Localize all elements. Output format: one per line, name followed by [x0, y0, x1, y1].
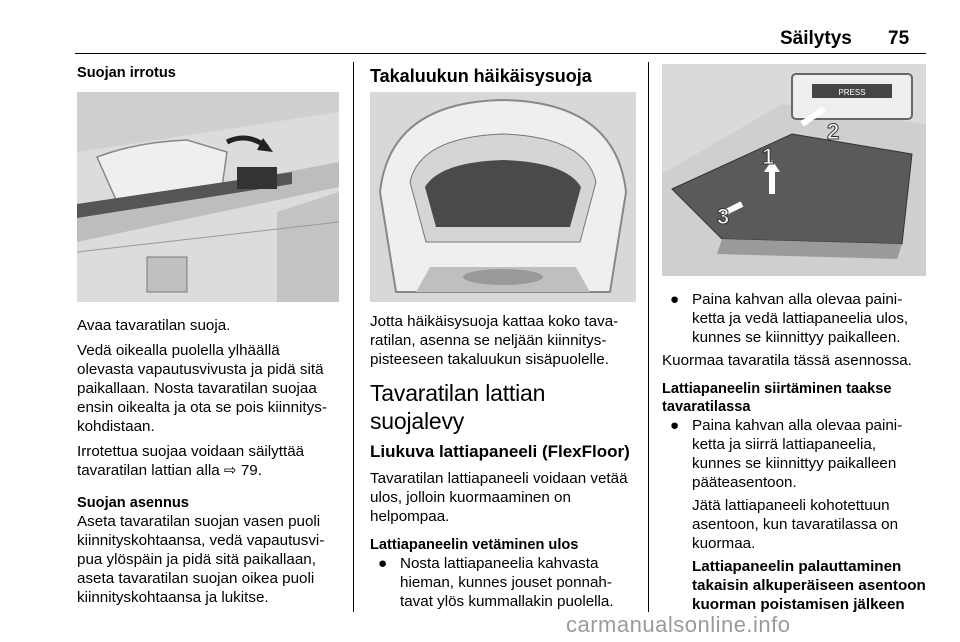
paragraph: Irrotettua suojaa voidaan säilyttää tavaratilan lattian alla ⇨ 79.: [77, 443, 305, 479]
paragraph: Aseta tavaratilan suojan vasen puoli kiinnityskohtaansa, vedä vapautusvipua ylöspäin ja pidä sitä paikallaan, aseta tavaratilan suojan oikea puoli kiinnityskohtaansa ja lukitse.: [77, 513, 325, 606]
section-heading-cover-install: Suojan asennus: [77, 495, 189, 511]
list-item: [370, 554, 636, 611]
section-heading-pull-out: Lattiapaneelin vetäminen ulos: [370, 537, 579, 553]
bullet-icon: ●: [378, 555, 388, 572]
page-number: 75: [888, 28, 910, 49]
list-item-text: Nosta lattiapaneelia kahvasta hieman, kunnes jouset ponnahtavat ylös kummallakin puolella.: [400, 555, 614, 610]
column-3: [662, 64, 926, 614]
paragraph: Tavaratilan lattiapaneeli voidaan vetää ulos, jolloin kuormaaminen on helpompaa.: [370, 470, 628, 525]
section-heading-sunshade: Takaluukun häikäisysuoja: [370, 66, 592, 86]
callout-1: 1: [762, 144, 775, 169]
flexfloor-illustration: [662, 64, 926, 276]
list-item: [662, 416, 926, 492]
column-divider-right: [648, 62, 649, 612]
paragraph: Vedä oikealla puolella ylhäällä olevasta vapautusvivusta ja pidä sitä paikallaan. Nosta tavaratilan suojaa ensin oikealta ja ota se pois kiinnityskohdistaan.: [77, 342, 327, 435]
list-item: [662, 290, 926, 347]
paragraph: Avaa tavaratilan suoja.: [77, 317, 231, 334]
column-1: [77, 64, 339, 607]
paragraph: Jotta häikäisysuoja kattaa koko tavaratilan, asenna se neljään kiinnityspisteeseen takaluukun sisäpuolelle.: [370, 313, 619, 368]
paragraph: Kuormaa tavaratila tässä asennossa.: [662, 352, 912, 369]
cover-removal-illustration: [77, 92, 339, 302]
subsection-title: Liukuva lattiapaneeli (FlexFloor): [370, 442, 630, 461]
bullet-icon: ●: [670, 291, 680, 308]
page-header-title: Säilytys: [780, 28, 852, 49]
tailgate-sunshade-illustration: [370, 92, 636, 302]
callout-3: 3: [717, 204, 730, 229]
press-label: PRESS: [838, 88, 866, 97]
chapter-title: Tavaratilan lattian suojalevy: [370, 380, 546, 434]
column-divider-left: [353, 62, 354, 612]
list-item-text: Paina kahvan alla olevaa painiketta ja siirrä lattiapaneelia, kunnes se kiinnittyy paikalleen pääteasentoon.: [692, 417, 903, 491]
indented-paragraph: Jätä lattiapaneeli kohotettuun asentoon, kun tavaratilassa on kuormaa.: [692, 497, 899, 552]
list-item-text: Paina kahvan alla olevaa painiketta ja vedä lattiapaneelia ulos, kunnes se kiinnittyy paikalleen.: [692, 291, 909, 346]
header-rule: [75, 53, 926, 54]
callout-2: 2: [827, 119, 840, 144]
column-2: [370, 64, 636, 611]
watermark: carmanualsonline.info: [566, 612, 791, 637]
bullet-icon: ●: [670, 417, 680, 434]
section-heading-move-back: Lattiapaneelin siirtäminen taakse tavaratilassa: [662, 381, 892, 415]
section-heading-cover-removal: Suojan irrotus: [77, 65, 176, 81]
section-heading-restore: Lattiapaneelin palauttaminen takaisin alkuperäiseen asentoon kuorman poistamisen jälkeen: [692, 558, 926, 613]
